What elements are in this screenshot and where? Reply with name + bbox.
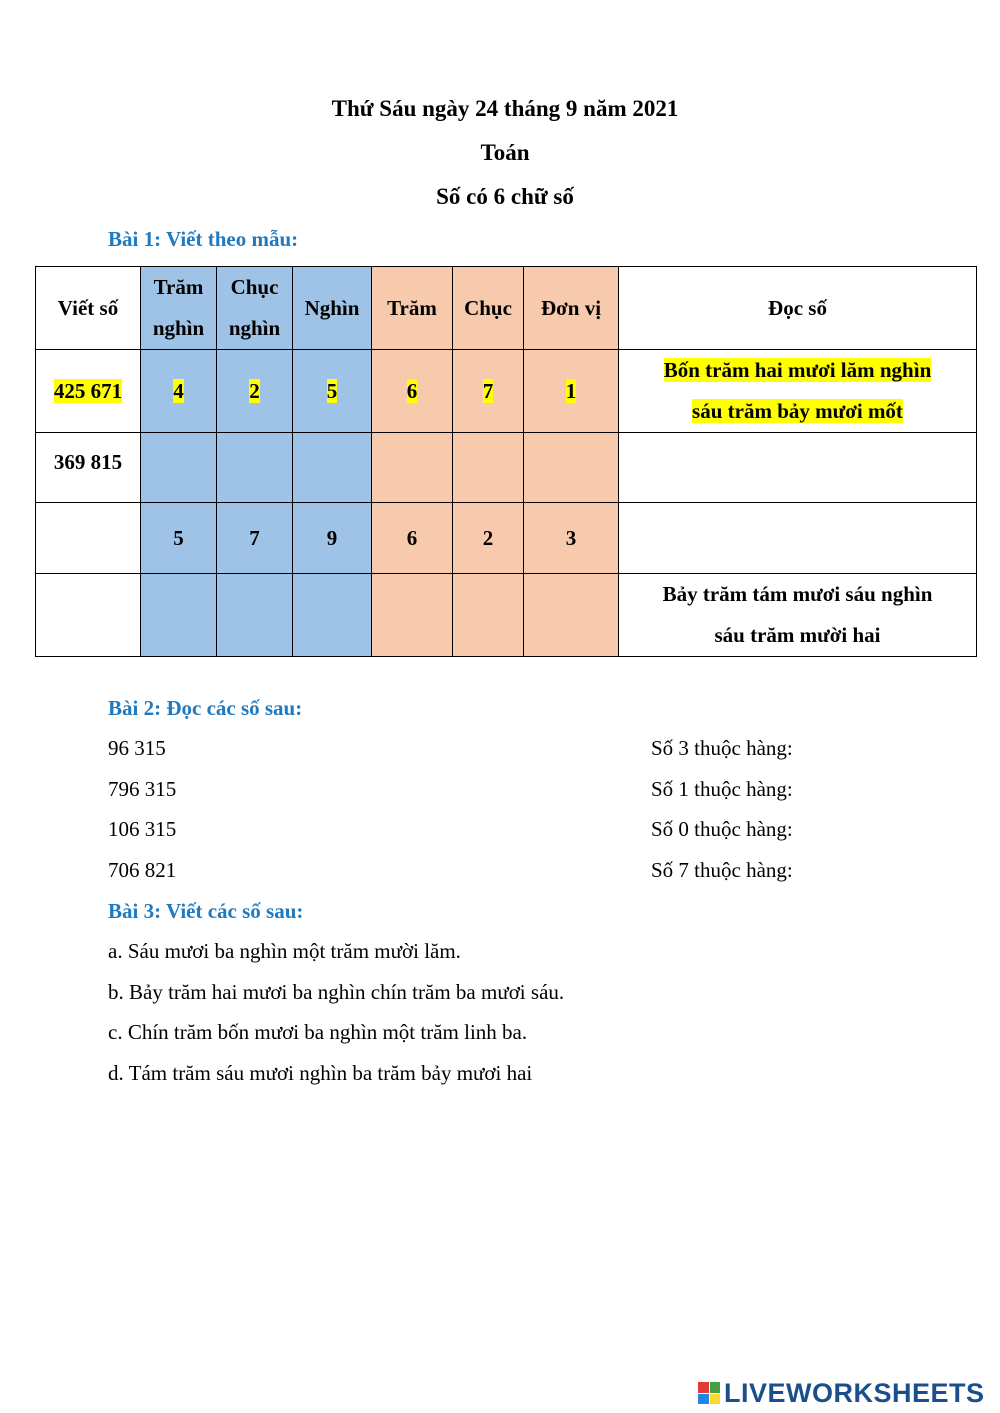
reading-line1: Bảy trăm tám mươi sáu nghìn <box>662 582 933 606</box>
cell-number[interactable] <box>36 574 141 657</box>
digit-value: 6 <box>406 378 418 403</box>
header-hundred-thousands <box>141 267 217 350</box>
exercise3-title: Bài 3: Viết các số sau: <box>108 899 304 923</box>
cell-reading[interactable] <box>619 503 977 574</box>
exercise1-title: Bài 1: Viết theo mẫu: <box>108 227 299 251</box>
table-row <box>36 574 977 657</box>
live-icon <box>698 1382 720 1404</box>
cell-digit: 5 <box>141 503 217 574</box>
number-item: 796 315 <box>108 777 177 801</box>
digit-value: 1 <box>565 378 577 403</box>
cell-digit[interactable] <box>141 574 217 657</box>
exercise2-title: Bài 2: Đọc các số sau: <box>108 696 303 720</box>
number-value: 425 671 <box>53 378 123 403</box>
header-read: Đọc số <box>619 267 977 350</box>
subject-heading: Toán <box>480 140 530 165</box>
write-item-a: a. Sáu mươi ba nghìn một trăm mười lăm. <box>108 939 461 963</box>
cell-digit <box>217 350 293 433</box>
cell-digit <box>141 350 217 433</box>
number-item: 706 821 <box>108 858 177 882</box>
cell-digit <box>293 350 372 433</box>
header-hundreds: Trăm <box>372 267 453 350</box>
table-row <box>36 350 977 433</box>
place-question: Số 0 thuộc hàng: <box>651 817 793 841</box>
digit-value: 7 <box>482 378 494 403</box>
cell-digit <box>524 350 619 433</box>
header-units: Đơn vị <box>524 267 619 350</box>
cell-reading[interactable] <box>619 433 977 503</box>
cell-reading <box>619 574 977 657</box>
cell-digit <box>372 350 453 433</box>
write-item-b: b. Bảy trăm hai mươi ba nghìn chín trăm ba mươi sáu. <box>108 980 565 1004</box>
liveworksheets-logo[interactable] <box>698 1374 985 1412</box>
digit-value: 2 <box>249 378 260 403</box>
cell-digit[interactable] <box>293 574 372 657</box>
cell-reading <box>619 350 977 433</box>
write-item-c: c. Chín trăm bốn mươi ba nghìn một trăm linh ba. <box>108 1020 528 1044</box>
header-ten-thousands <box>217 267 293 350</box>
cell-digit[interactable] <box>217 574 293 657</box>
table-row <box>36 433 977 503</box>
cell-digit[interactable] <box>524 574 619 657</box>
header-ten-thousands-line1: Chục <box>230 275 279 299</box>
header-write: Viết số <box>36 267 141 350</box>
lesson-heading: Số có 6 chữ số <box>436 184 574 209</box>
header-hundred-thousands-line2: nghìn <box>152 316 205 340</box>
cell-digit: 9 <box>293 503 372 574</box>
number-item: 106 315 <box>108 817 177 841</box>
write-item-d: d. Tám trăm sáu mươi nghìn ba trăm bảy mươi hai <box>108 1061 533 1085</box>
header-thousands: Nghìn <box>293 267 372 350</box>
logo-text: LIVEWORKSHEETS <box>724 1377 985 1408</box>
place-value-table <box>35 266 977 657</box>
header-tens: Chục <box>453 267 524 350</box>
place-question: Số 7 thuộc hàng: <box>651 858 793 882</box>
place-question: Số 3 thuộc hàng: <box>651 736 793 760</box>
cell-digit[interactable] <box>293 433 372 503</box>
cell-digit[interactable] <box>217 433 293 503</box>
cell-digit: 2 <box>453 503 524 574</box>
digit-value: 5 <box>326 378 338 403</box>
reading-line2: sáu trăm mười hai <box>714 623 881 647</box>
cell-digit: 6 <box>372 503 453 574</box>
table-row <box>36 503 977 574</box>
cell-digit[interactable] <box>372 574 453 657</box>
cell-number: 369 815 <box>36 433 141 503</box>
reading-line1: Bốn trăm hai mươi lăm nghìn <box>663 358 932 382</box>
date-heading: Thứ Sáu ngày 24 tháng 9 năm 2021 <box>331 96 679 121</box>
cell-digit: 3 <box>524 503 619 574</box>
header-hundred-thousands-line1: Trăm <box>153 275 204 299</box>
cell-digit[interactable] <box>372 433 453 503</box>
cell-digit[interactable] <box>453 574 524 657</box>
place-question: Số 1 thuộc hàng: <box>651 777 793 801</box>
cell-digit[interactable] <box>524 433 619 503</box>
cell-digit: 7 <box>217 503 293 574</box>
number-item: 96 315 <box>108 736 166 760</box>
digit-value: 4 <box>173 378 184 403</box>
cell-number <box>36 350 141 433</box>
table-header-row <box>36 267 977 350</box>
cell-digit[interactable] <box>453 433 524 503</box>
cell-number[interactable] <box>36 503 141 574</box>
reading-line2: sáu trăm bảy mươi mốt <box>692 399 903 423</box>
cell-digit[interactable] <box>141 433 217 503</box>
header-ten-thousands-line2: nghìn <box>228 316 281 340</box>
cell-digit <box>453 350 524 433</box>
